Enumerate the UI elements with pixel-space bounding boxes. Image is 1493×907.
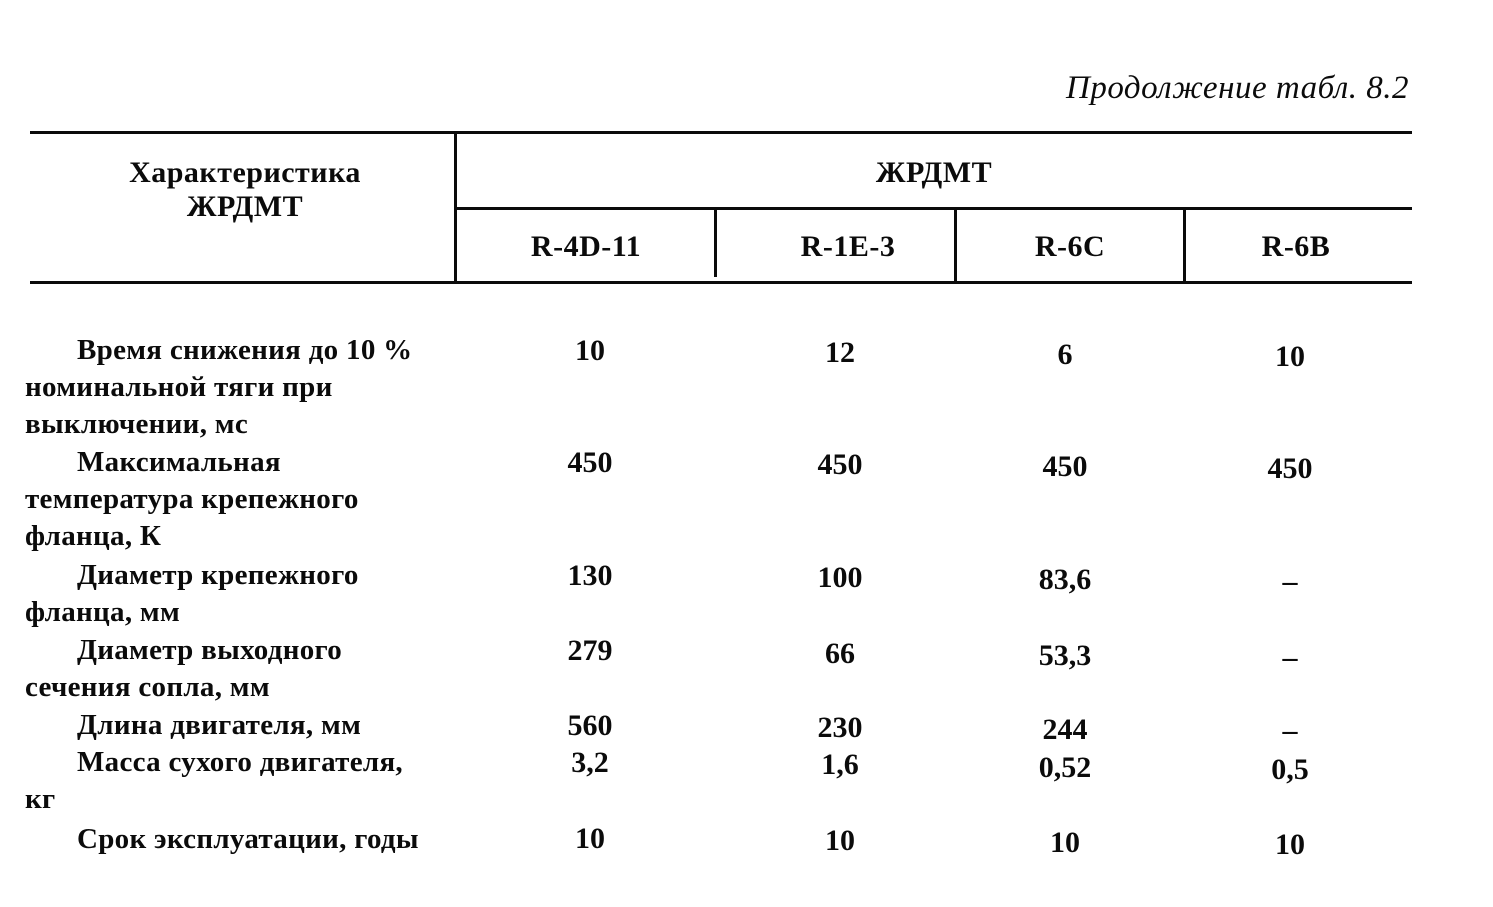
cell-mass-r4d11: 3,2 bbox=[571, 746, 609, 779]
cell-nozzle-r4d11: 279 bbox=[567, 634, 613, 667]
cell-flange-diam-r1e3: 100 bbox=[817, 561, 863, 594]
cell-flange-diam-r6b: – bbox=[1282, 565, 1298, 598]
cell-nozzle-r1e3: 66 bbox=[825, 637, 855, 670]
cell-shutdown-r4d11: 10 bbox=[575, 334, 605, 367]
cell-flange-temp-r4d11: 450 bbox=[567, 446, 613, 479]
header-characteristic bbox=[90, 156, 400, 224]
header-characteristic-line1: Характеристика bbox=[129, 156, 361, 189]
cell-mass-r6b: 0,5 bbox=[1271, 753, 1309, 786]
cell-shutdown-r6c: 6 bbox=[1057, 338, 1073, 371]
table-top-rule bbox=[30, 131, 1412, 134]
row-label-service-life: Срок эксплуатации, годы bbox=[77, 823, 419, 855]
row-label-dry-mass: Масса сухого двигателя, кг bbox=[25, 746, 403, 815]
cell-mass-r6c: 0,52 bbox=[1038, 751, 1092, 784]
group-under-rule bbox=[454, 207, 1412, 210]
row-label-nozzle-exit-diameter: Диаметр выходного сечения сопла, мм bbox=[25, 634, 343, 703]
col-divider-3 bbox=[1183, 207, 1186, 284]
cell-life-r4d11: 10 bbox=[575, 822, 605, 855]
header-col-r6b: R-6B bbox=[1261, 230, 1331, 263]
cell-life-r6c: 10 bbox=[1050, 826, 1080, 859]
cell-life-r6b: 10 bbox=[1275, 828, 1305, 861]
col-divider-2 bbox=[954, 207, 957, 284]
cell-length-r6c: 244 bbox=[1042, 713, 1088, 746]
row-label-engine-length: Длина двигателя, мм bbox=[77, 709, 362, 741]
cell-flange-temp-r6c: 450 bbox=[1042, 450, 1088, 483]
header-bottom-rule bbox=[30, 281, 1412, 284]
cell-flange-diam-r4d11: 130 bbox=[567, 559, 613, 592]
header-col-r1e3: R-1E-3 bbox=[800, 230, 896, 263]
row-label-flange-temperature: Максимальная температура крепежного фланца, К bbox=[25, 446, 359, 552]
cell-length-r4d11: 560 bbox=[567, 709, 613, 742]
header-characteristic-line2: ЖРДМТ bbox=[186, 190, 304, 223]
cell-nozzle-r6b: – bbox=[1282, 641, 1298, 674]
cell-shutdown-r1e3: 12 bbox=[825, 336, 855, 369]
cell-flange-temp-r6b: 450 bbox=[1267, 452, 1313, 485]
table-caption: Продолжение табл. 8.2 bbox=[1066, 70, 1409, 106]
cell-shutdown-r6b: 10 bbox=[1275, 340, 1305, 373]
cell-flange-temp-r1e3: 450 bbox=[817, 448, 863, 481]
row-label-shutdown-time: Время снижения до 10 % номинальной тяги при выключении, мс bbox=[25, 334, 413, 440]
header-group: ЖРДМТ bbox=[875, 156, 993, 189]
header-col-r6c: R-6C bbox=[1034, 230, 1106, 263]
cell-life-r1e3: 10 bbox=[825, 824, 855, 857]
cell-length-r6b: – bbox=[1282, 714, 1298, 747]
header-col-r4d11: R-4D-11 bbox=[530, 230, 642, 263]
cell-nozzle-r6c: 53,3 bbox=[1038, 639, 1092, 672]
cell-flange-diam-r6c: 83,6 bbox=[1038, 563, 1092, 596]
row-label-flange-diameter: Диаметр крепежного фланца, мм bbox=[25, 559, 359, 628]
cell-length-r1e3: 230 bbox=[817, 711, 863, 744]
cell-mass-r1e3: 1,6 bbox=[821, 748, 859, 781]
col-divider-1 bbox=[714, 207, 717, 277]
